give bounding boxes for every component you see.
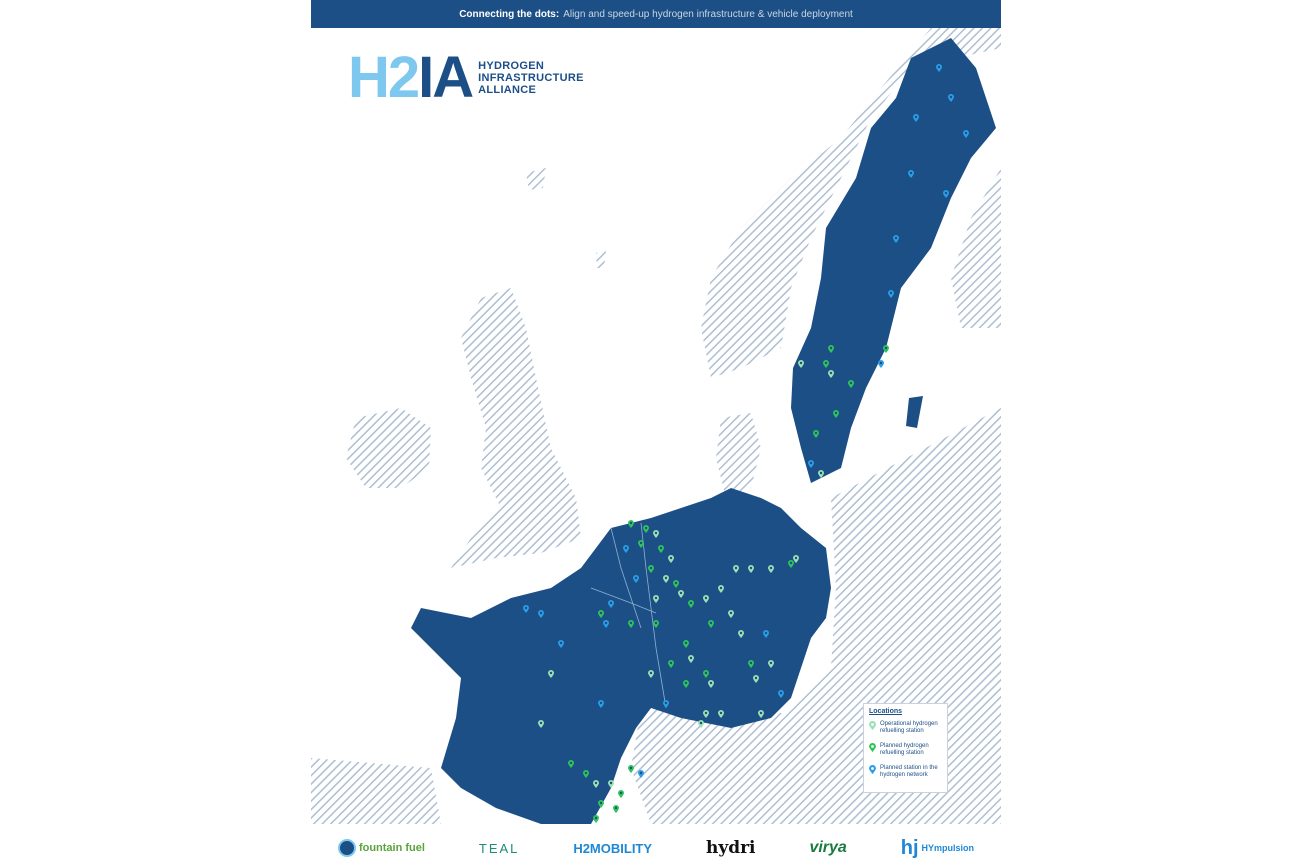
legend-item-network: [869, 765, 942, 779]
logo-line-2: INFRASTRUCTURE: [478, 72, 584, 84]
partner-h2mobility: [573, 841, 652, 856]
hympulsion-icon: hj: [900, 836, 919, 859]
logo-line-1: HYDROGEN: [478, 60, 545, 72]
station-pin: [618, 790, 624, 798]
partner-fountain-label: fountain fuel: [358, 842, 425, 854]
fountain-fuel-icon: [338, 839, 356, 857]
pin-icon: [869, 721, 876, 730]
partner-teal-label: TEAL: [478, 840, 520, 856]
partner-fountain-fuel: [338, 839, 425, 857]
partner-hydri: [706, 838, 756, 858]
great-britain-shape: [451, 288, 581, 568]
partner-logos: [311, 830, 1001, 866]
map-legend: [863, 703, 948, 793]
ireland-shape: [346, 408, 431, 488]
pin-icon: [869, 743, 876, 752]
partner-virya-label: virya: [809, 839, 847, 856]
legend-label-planned: Planned hydrogen refuelling station: [880, 743, 929, 756]
station-pin: [878, 360, 884, 368]
pin-icon: [869, 765, 876, 774]
partner-h2mobility-label: H2MOBILITY: [573, 840, 653, 856]
iberia-shape: [311, 758, 441, 824]
legend-label-network: Planned station in the hydrogen network: [880, 765, 938, 778]
legend-item-planned: [869, 743, 942, 757]
poster: [311, 0, 1001, 866]
shetland-shape: [596, 250, 606, 268]
banner-title: Connecting the dots:: [459, 8, 560, 20]
h2ia-logo: [348, 45, 584, 110]
logo-mark: [348, 45, 473, 110]
partner-teal: [479, 841, 520, 856]
islands-shape: [526, 168, 546, 190]
logo-mark-h2: H2: [348, 45, 419, 110]
logo-wordmark: [478, 60, 584, 96]
station-pin: [613, 805, 619, 813]
partner-virya: [809, 839, 846, 857]
finland-shape: [951, 168, 1001, 328]
gotland-shape: [906, 396, 923, 428]
partner-hympulsion-label: HYmpulsion: [921, 843, 975, 853]
partner-hydri-label: hydri: [705, 838, 756, 858]
station-pin: [593, 815, 599, 823]
denmark-shape: [716, 413, 761, 498]
top-banner: [311, 0, 1001, 28]
banner-subtitle: Align and speed-up hydrogen infrastructure & vehicle deployment: [563, 8, 853, 20]
legend-item-operational: [869, 721, 942, 735]
legend-title: Locations: [869, 708, 903, 715]
logo-line-3: ALLIANCE: [478, 84, 537, 96]
logo-mark-ia: IA: [418, 45, 473, 110]
partner-hympulsion: [901, 837, 974, 860]
legend-label-operational: Operational hydrogen refuelling station: [880, 721, 938, 734]
